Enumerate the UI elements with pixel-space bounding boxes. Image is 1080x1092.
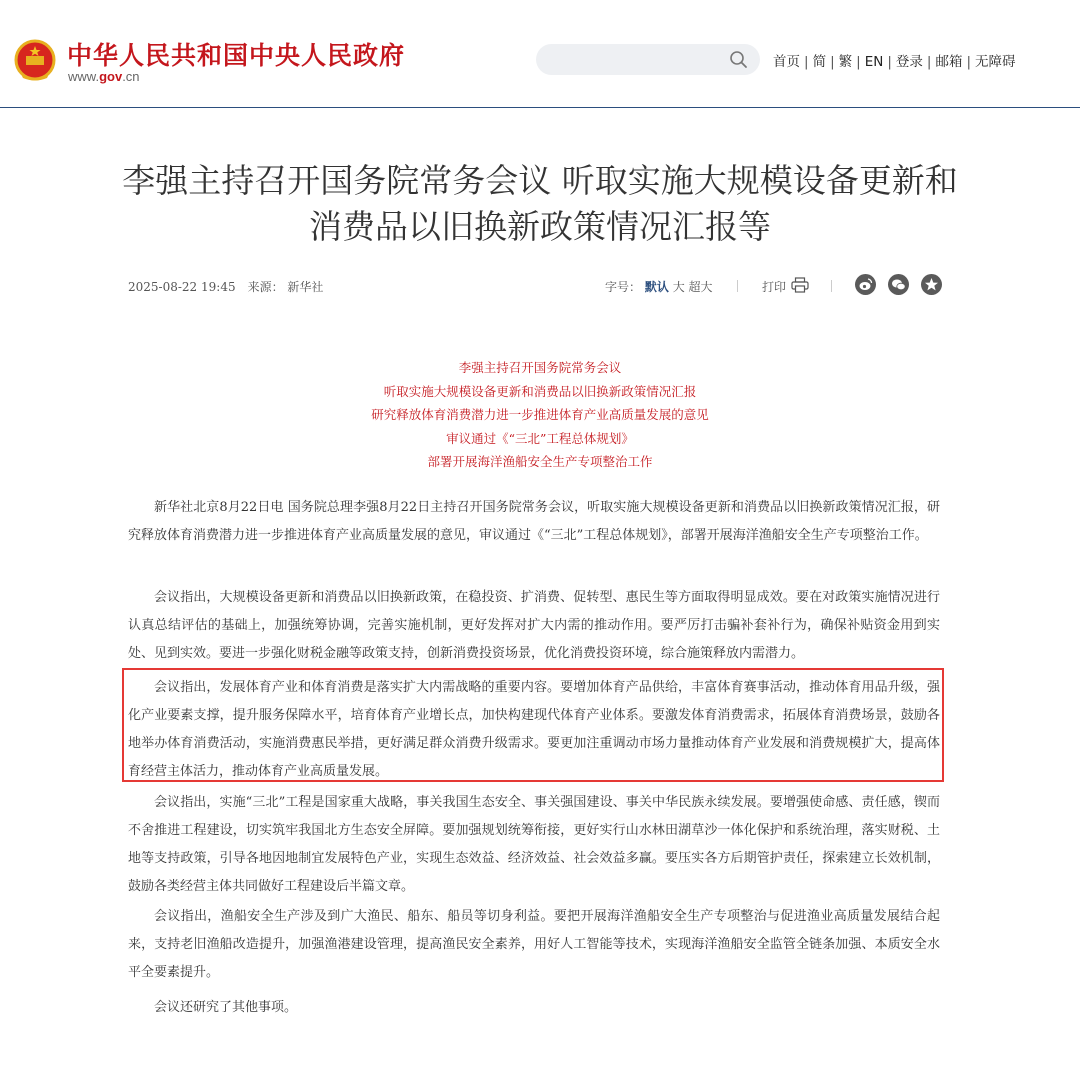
subtitle-line: 部署开展海洋渔船安全生产专项整治工作 — [427, 454, 653, 469]
site-name[interactable]: 中华人民共和国中央人民政府 — [67, 41, 406, 70]
nav-separator: | — [887, 54, 892, 70]
divider — [831, 280, 832, 292]
search-icon[interactable] — [729, 50, 748, 69]
paragraph-text: 会议还研究了其他事项。 — [154, 1000, 298, 1015]
nav-accessibility[interactable]: 无障碍 — [975, 54, 1016, 70]
article-tools — [605, 274, 945, 298]
nav-separator: | — [966, 54, 972, 70]
font-size-large[interactable]: 大 — [672, 280, 685, 294]
site-header — [0, 0, 1080, 108]
nav-simplified[interactable]: 简 — [812, 54, 827, 70]
font-size-label: 字号： — [605, 280, 642, 294]
nav-separator: | — [804, 54, 809, 70]
nav-separator: | — [830, 54, 835, 70]
site-url-prefix: www. — [68, 69, 100, 84]
printer-icon[interactable] — [791, 277, 809, 293]
font-size-xlarge[interactable]: 超大 — [688, 280, 713, 294]
font-size-control — [605, 278, 713, 295]
subtitle-line: 审议通过《“三北”工程总体规划》 — [446, 430, 634, 446]
wechat-icon[interactable] — [888, 274, 909, 295]
article-paragraph — [128, 903, 940, 987]
top-nav — [773, 50, 1016, 70]
star-icon[interactable] — [921, 274, 942, 295]
article-paragraph — [128, 994, 940, 1022]
paragraph-text: 会议指出，实施“三北”工程是国家重大战略，事关我国生态安全、事关强国建设、事关中华民族永续发展。要增强使命感、责任感，锲而不舍推进工程建设，切实筑牢我国北方生态安全屏障。要加强规划统筹衔接，更好实行山水林田湖草沙一体化保护和系统治理，落实财税、土地等支持政策，引导各地因地制宜发展特色产业，实现生态效益、经济效益、社会效益多赢。要压实各方后期管护责任，探索建立长效机制，鼓励各类经营主体共同做好工程建设后半篇文章。 — [128, 795, 940, 894]
search-box[interactable] — [536, 44, 760, 75]
article-paragraph — [128, 789, 940, 901]
article-meta — [128, 278, 335, 295]
nav-separator: | — [926, 54, 932, 70]
article-subtitles — [120, 356, 960, 474]
paragraph-text: 会议指出，渔船安全生产涉及到广大渔民、船东、船员等切身利益。要把开展海洋渔船安全生产专项整治与促进渔业高质量发展结合起来，支持老旧渔船改造提升，加强渔港建设管理，提高渔民安全素养，用好人工智能等技术，实现海洋渔船安全监管全链条加强、本质安全水平全要素提升。 — [128, 909, 940, 980]
nav-mail[interactable]: 邮箱 — [935, 54, 963, 70]
subtitle-line: 研究释放体育消费潜力进一步推进体育产业高质量发展的意见 — [371, 407, 709, 422]
print-button[interactable]: 打印 — [762, 280, 787, 294]
font-size-default[interactable]: 默认 — [644, 280, 669, 294]
highlight-box — [122, 668, 944, 782]
nav-english[interactable]: EN — [864, 54, 884, 70]
paragraph-text: 会议指出，大规模设备更新和消费品以旧换新政策，在稳投资、扩消费、促转型、惠民生等方面取得明显成效。要在对政策实施情况进行认真总结评估的基础上，加强统筹协调，完善实施机制，更好发挥对扩大内需的推动作用。要严厉打击骗补套补行为，确保补贴资金用到实处、见到实效。要进一步强化财税金融等政策支持，创新消费投资场景，优化消费投资环境，综合施策释放内需潜力。 — [128, 590, 940, 661]
national-emblem-icon[interactable] — [12, 38, 58, 84]
paragraph-text: 会议指出，发展体育产业和体育消费是落实扩大内需战略的重要内容。要增加体育产品供给，丰富体育赛事活动，推动体育用品升级，强化产业要素支撑，提升服务保障水平，培育体育产业增长点，加快构建现代体育产业体系。要激发体育消费需求，拓展体育消费场景，鼓励各地举办体育消费活动，实施消费惠民举措，更好满足群众消费升级需求。要更加注重调动市场力量推动体育产业发展和消费规模扩大，提高体育经营主体活力，推动体育产业高质量发展。 — [128, 680, 940, 779]
site-url-suffix: .cn — [122, 69, 140, 84]
nav-login[interactable]: 登录 — [895, 54, 923, 70]
subtitle-line: 李强主持召开国务院常务会议 — [458, 360, 622, 375]
paragraph-text: 新华社北京8月22日电 国务院总理李强8月22日主持召开国务院常务会议，听取实施大规模设备更新和消费品以旧换新政策情况汇报，研究释放体育消费潜力进一步推进体育产业高质量发展的意见，审议通过《“三北”工程总体规划》，部署开展海洋渔船安全生产专项整治工作。 — [128, 500, 940, 543]
subtitle-line: 听取实施大规模设备更新和消费品以旧换新政策情况汇报 — [383, 383, 697, 399]
site-url-brand: gov — [99, 69, 123, 84]
nav-home[interactable]: 首页 — [773, 54, 800, 70]
weibo-icon[interactable] — [855, 274, 876, 295]
article-paragraph — [128, 584, 940, 668]
nav-separator: | — [856, 54, 861, 70]
article-title: 李强主持召开国务院常务会议 听取实施大规模设备更新和消费品以旧换新政策情况汇报等 — [122, 161, 958, 246]
article-source: 来源： 新华社 — [247, 280, 324, 294]
nav-traditional[interactable]: 繁 — [838, 54, 853, 70]
article-datetime: 2025-08-22 19:45 — [128, 280, 236, 294]
site-url[interactable] — [68, 69, 140, 84]
divider — [737, 280, 738, 292]
article-paragraph — [128, 494, 940, 550]
